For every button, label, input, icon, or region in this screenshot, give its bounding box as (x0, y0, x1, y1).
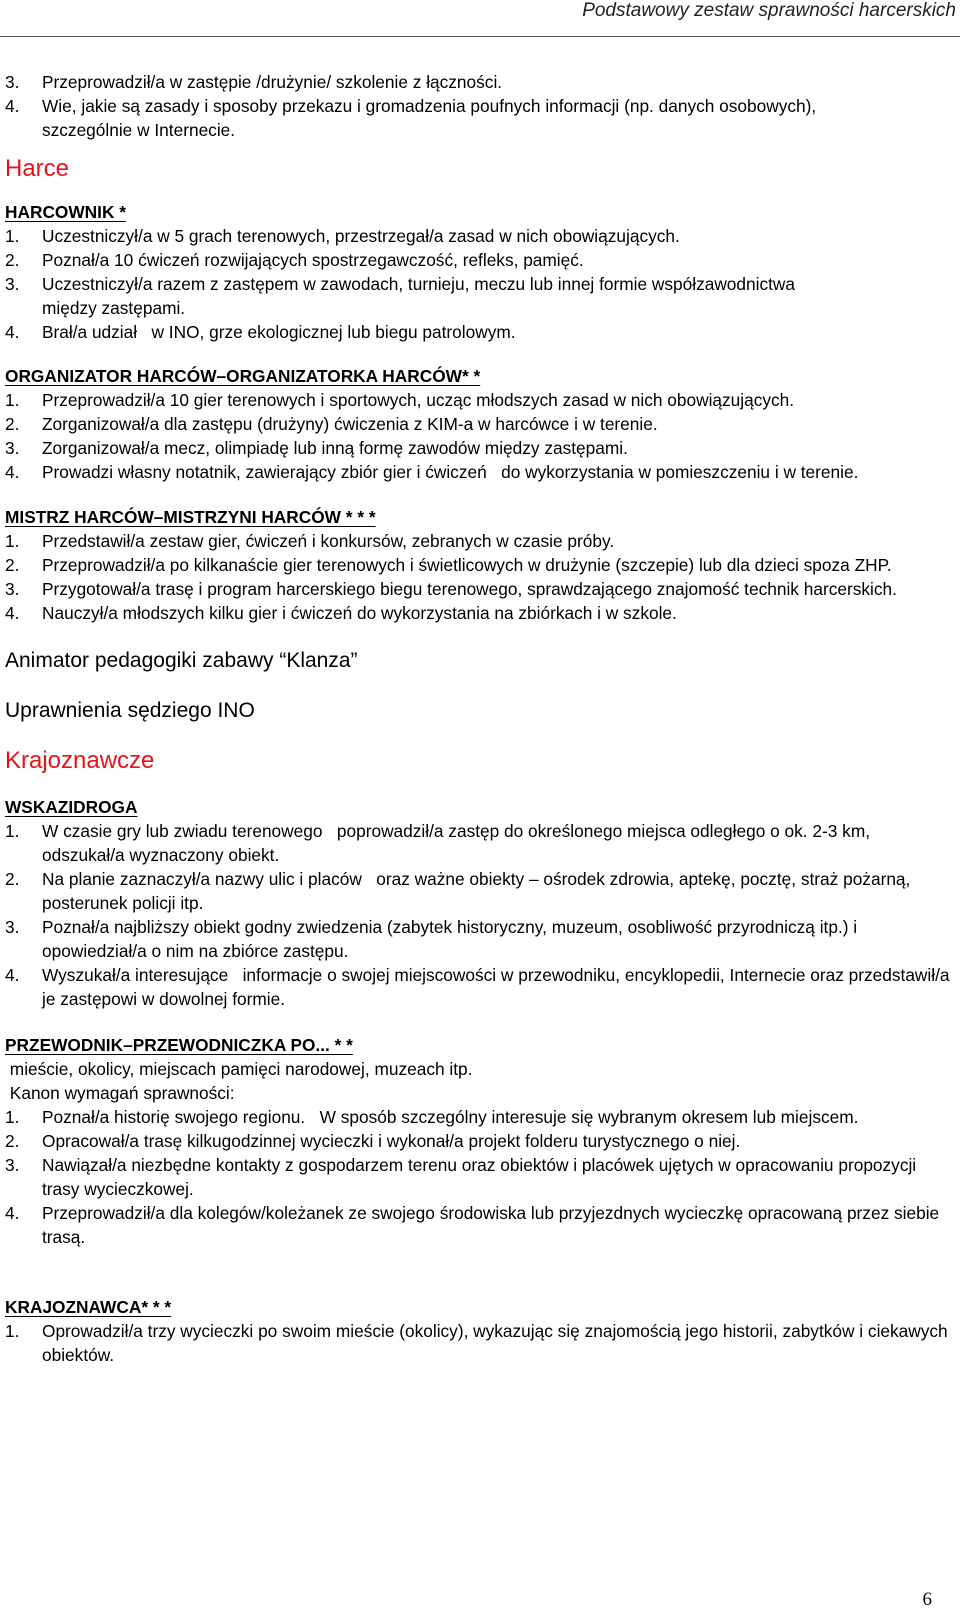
item-text: Brał/a udział w INO, grze ekologicznej lub biegu patrolowym. (42, 322, 516, 342)
item-text: Poznał/a najbliższy obiekt godny zwiedzenia (zabytek historyczny, muzeum, osobliwość przyrodniczą itp.) i opowiedział/a o nim na zbiórce zastępu. (42, 917, 858, 961)
item-text: Wie, jakie są zasady i sposoby przekazu i gromadzenia poufnych informacji (np. danych osobowych), szczególnie w Internecie. (42, 96, 817, 140)
list-item (0, 436, 955, 460)
item-text: Przeprowadził/a dla kolegów/koleżanek ze swojego środowiska lub przyjezdnych wycieczkę opracowaną przez siebie trasą. (42, 1203, 940, 1247)
item-number: 2. (5, 1131, 20, 1151)
item-text: Na planie zaznaczył/a nazwy ulic i placów oraz ważne obiekty – ośrodek zdrowia, aptekę, pocztę, straż pożarną, posterunek policji itp. (42, 869, 916, 913)
item-number: 1. (5, 821, 20, 841)
item-number: 2. (5, 250, 20, 270)
wskazidroga-list (0, 819, 955, 1011)
item-text: Uczestniczył/a w 5 grach terenowych, przestrzegał/a zasad w nich obowiązujących. (42, 226, 680, 246)
list-item (0, 1129, 955, 1153)
page-number: 6 (922, 1589, 932, 1610)
item-number: 1. (5, 1321, 20, 1341)
item-number: 4. (5, 96, 20, 116)
list-item (0, 94, 955, 142)
list-item (0, 224, 955, 248)
item-text: Zorganizował/a dla zastępu (drużyny) ćwiczenia z KIM-a w harcówce i w terenie. (42, 414, 658, 434)
item-number: 3. (5, 917, 20, 937)
heading-organizator: ORGANIZATOR HARCÓW–ORGANIZATORKA HARCÓW* * (5, 366, 481, 386)
list-item (0, 867, 955, 915)
heading-przewodnik: PRZEWODNIK–PRZEWODNICZKA PO... * * (5, 1035, 353, 1055)
przewodnik-kanon: Kanon wymagań sprawności: (5, 1083, 235, 1103)
heading-wskazidroga: WSKAZIDROGA (5, 797, 138, 817)
list-item (0, 320, 955, 344)
item-number: 3. (5, 72, 20, 92)
list-item (0, 577, 955, 601)
item-number: 4. (5, 1203, 20, 1223)
heading-krajoznawca: KRAJOZNAWCA* * * (5, 1297, 172, 1317)
list-item (0, 272, 955, 320)
list-item (0, 460, 955, 484)
heading-mistrz: MISTRZ HARCÓW–MISTRZYNI HARCÓW * * * (5, 507, 376, 527)
item-number: 2. (5, 414, 20, 434)
krajoznawca-list (0, 1319, 955, 1367)
przewodnik-list (0, 1105, 955, 1249)
item-number: 1. (5, 390, 20, 410)
list-item (0, 70, 955, 94)
item-number: 3. (5, 1155, 20, 1175)
item-text: Oprowadził/a trzy wycieczki po swoim mieście (okolicy), wykazując się znajomością jego historii, zabytków i ciekawych obiektów. (42, 1321, 948, 1365)
item-text: Opracował/a trasę kilkugodzinnej wycieczki i wykonał/a projekt folderu turystycznego o niej. (42, 1131, 741, 1151)
item-number: 4. (5, 462, 20, 482)
item-number: 4. (5, 322, 20, 342)
list-item (0, 1201, 955, 1249)
harcownik-list (0, 224, 955, 344)
section-title-harce: Harce (5, 155, 70, 182)
item-number: 4. (5, 965, 20, 985)
item-text: Przygotował/a trasę i program harcerskiego biegu terenowego, sprawdzającego znajomość technik harcerskich. (42, 579, 897, 599)
item-text: Przedstawił/a zestaw gier, ćwiczeń i konkursów, zebranych w czasie próby. (42, 531, 615, 551)
item-number: 3. (5, 274, 20, 294)
item-number: 1. (5, 226, 20, 246)
list-item (0, 248, 955, 272)
item-text: Poznał/a 10 ćwiczeń rozwijających spostrzegawczość, refleks, pamięć. (42, 250, 584, 270)
list-item (0, 819, 955, 867)
list-item (0, 963, 955, 1011)
section-title-krajoznawcze: Krajoznawcze (5, 747, 155, 774)
list-item (0, 1153, 955, 1201)
item-text: Poznał/a historię swojego regionu. W sposób szczególny interesuje się wybranym okresem lub miejscem. (42, 1107, 859, 1127)
list-item (0, 553, 955, 577)
item-text: Wyszukał/a interesujące informacje o swojej miejscowości w przewodniku, encyklopedii, Internecie oraz przedstawił/a je zastępowi w dowolnej formie. (42, 965, 955, 1009)
organizator-list (0, 388, 955, 484)
item-number: 3. (5, 438, 20, 458)
document-body (0, 70, 955, 1367)
list-item (0, 529, 955, 553)
uprawnienia-line: Uprawnienia sędziego INO (5, 699, 255, 722)
item-number: 1. (5, 1107, 20, 1127)
item-text: W czasie gry lub zwiadu terenowego poprowadził/a zastęp do określonego miejsca odległego o ok. 2-3 km, odszukał/a wyznaczony obiekt. (42, 821, 875, 865)
item-text: Przeprowadził/a w zastępie /drużynie/ szkolenie z łączności. (42, 72, 503, 92)
header-rule (0, 36, 960, 37)
item-text: Uczestniczył/a razem z zastępem w zawodach, turnieju, meczu lub innej formie współzawodnictwa między zastępami. (42, 274, 796, 318)
list-item (0, 1319, 955, 1367)
mistrz-list (0, 529, 955, 625)
item-number: 1. (5, 531, 20, 551)
item-number: 4. (5, 603, 20, 623)
list-item (0, 1105, 955, 1129)
list-item (0, 601, 955, 625)
item-number: 2. (5, 869, 20, 889)
item-text: Prowadzi własny notatnik, zawierający zbiór gier i ćwiczeń do wykorzystania w pomieszczeniu i w terenie. (42, 462, 859, 482)
item-text: Zorganizował/a mecz, olimpiadę lub inną formę zawodów między zastępami. (42, 438, 628, 458)
list-item (0, 388, 955, 412)
list-item (0, 412, 955, 436)
item-number: 3. (5, 579, 20, 599)
item-text: Nauczył/a młodszych kilku gier i ćwiczeń do wykorzystania na zbiórkach i w szkole. (42, 603, 677, 623)
animator-line: Animator pedagogiki zabawy “Klanza” (5, 649, 358, 672)
list-item (0, 915, 955, 963)
item-number: 2. (5, 555, 20, 575)
item-text: Przeprowadził/a po kilkanaście gier terenowych i świetlicowych w drużynie (szczepie) lub dla dzieci spoza ZHP. (42, 555, 892, 575)
item-text: Przeprowadził/a 10 gier terenowych i sportowych, ucząc młodszych zasad w nich obowiązujących. (42, 390, 795, 410)
heading-harcownik: HARCOWNIK * (5, 202, 126, 222)
przewodnik-scope: mieście, okolicy, miejscach pamięci narodowej, muzeach itp. (5, 1059, 473, 1079)
item-text: Nawiązał/a niezbędne kontakty z gospodarzem terenu oraz obiektów i placówek ujętych w opracowaniu propozycji trasy wycieczkowej. (42, 1155, 917, 1199)
top-list (0, 70, 955, 142)
running-header: Podstawowy zestaw sprawności harcerskich (582, 0, 956, 21)
